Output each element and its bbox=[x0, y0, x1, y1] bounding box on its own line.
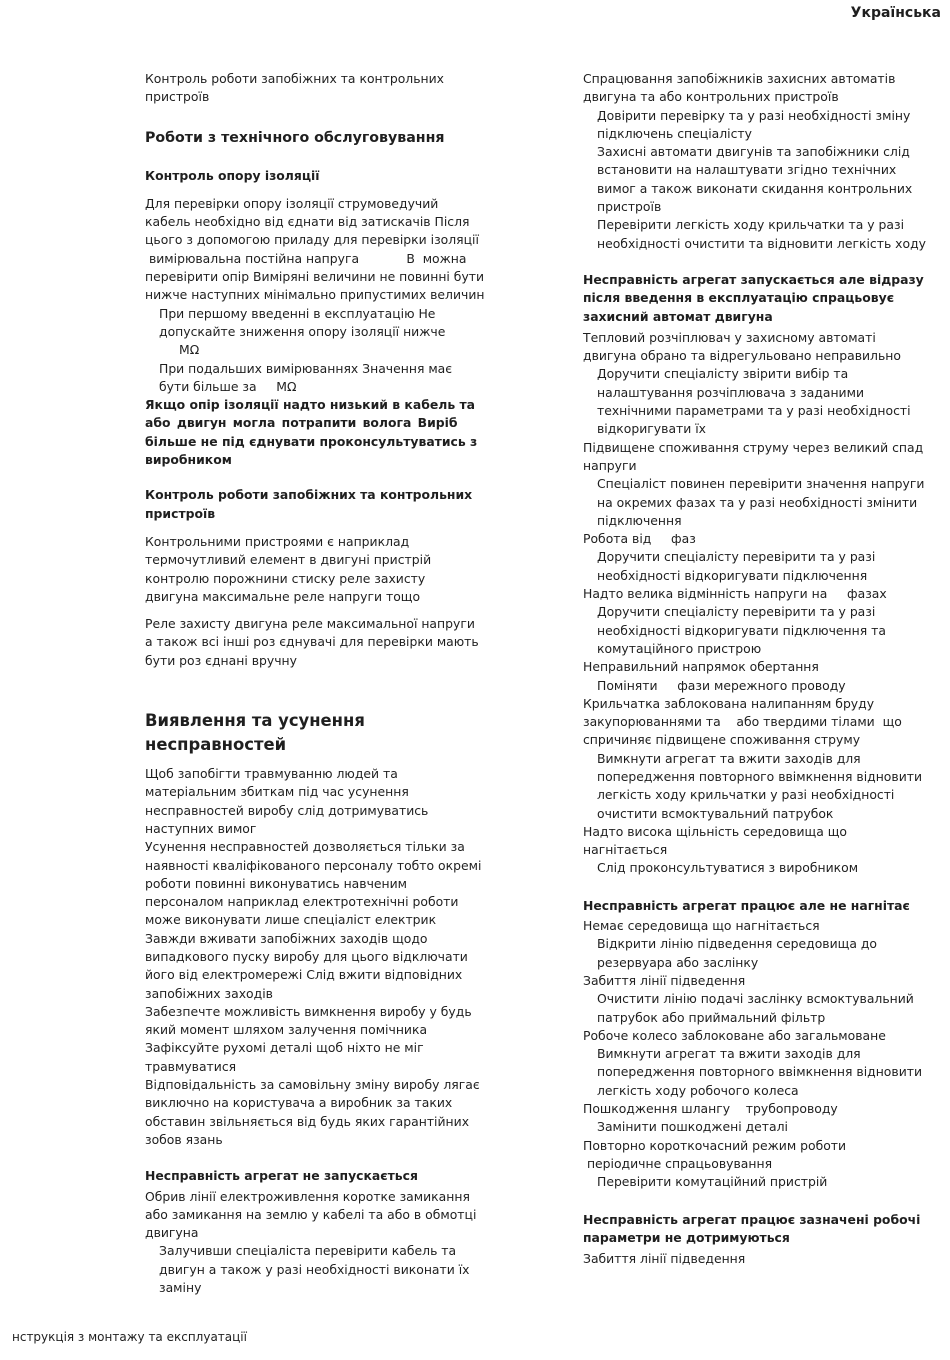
text-line: цього з допомогою приладу для перевірки ізоляції bbox=[145, 232, 479, 248]
text-line: двигуна та або контрольних пристроїв bbox=[583, 89, 839, 105]
fault-heading-parameters bbox=[583, 1211, 933, 1248]
text-line: термочутливий елемент в двигуні пристрій bbox=[145, 552, 432, 568]
remedy-line: заміну bbox=[159, 1280, 202, 1296]
remedy-line: Залучивши спеціаліста перевірити кабель та bbox=[159, 1243, 457, 1259]
intro-line: Контроль роботи запобіжних та контрольних bbox=[145, 71, 445, 86]
intro-line: пристроїв bbox=[145, 89, 210, 105]
remedy-line: технічними параметрами та у разі необхідності bbox=[597, 403, 911, 419]
language-label: Українська bbox=[850, 5, 941, 21]
text-line: Повторно короткочасний режим роботи bbox=[583, 1137, 847, 1153]
remedy-line: пристроїв bbox=[597, 199, 662, 215]
text-line: Зафіксуйте рухомі деталі щоб ніхто не міг bbox=[145, 1040, 424, 1056]
remedy-line: Очистити лінію подачі заслінку всмоктувальний bbox=[597, 991, 914, 1007]
text-line: двигуна обрано та відрегульовано неправильно bbox=[583, 348, 901, 364]
text-line: Для перевірки опору ізоляції струмоведучий bbox=[145, 195, 439, 211]
text-line: Робота від фаз bbox=[583, 531, 696, 547]
remedy-line: налаштування розчіплювача з заданими bbox=[597, 384, 865, 400]
remedy-line: Слід проконсультуватися з виробником bbox=[597, 860, 859, 876]
remedy-line: Спеціаліст повинен перевірити значення напруги bbox=[597, 476, 925, 492]
warning-line: більше не під єднувати проконсультуватись з bbox=[145, 433, 478, 449]
list-item-line: допускайте зниження опору ізоляції нижче bbox=[159, 323, 446, 339]
remedy-line: очистити всмоктувальний патрубок bbox=[597, 805, 834, 821]
text-line: періодичне спрацьовування bbox=[583, 1155, 773, 1171]
text-line: Забиття лінії підведення bbox=[583, 972, 746, 988]
subheading-line: пристроїв bbox=[145, 505, 216, 521]
warning-line: виробником bbox=[145, 452, 232, 468]
remedy-line: відкоригувати їх bbox=[597, 421, 707, 437]
text-line: матеріальним збиткам під час усунення bbox=[145, 784, 409, 800]
text-line: Забиття лінії підведення bbox=[583, 1251, 746, 1267]
subheading-line: параметри не дотримуються bbox=[583, 1229, 790, 1245]
text-line: Реле захисту двигуна реле максимальної напруги bbox=[145, 616, 475, 632]
list-item-line: При першому введенні в експлуатацію Не bbox=[159, 305, 436, 321]
safety-devices-paragraph bbox=[145, 533, 495, 606]
remedy-line: резервуара або заслінку bbox=[597, 954, 759, 970]
text-line: може виконувати лише спеціаліст електрик bbox=[145, 912, 437, 928]
text-line: нагнітається bbox=[583, 842, 668, 858]
text-line: його від електромережі Слід вжити відповідних bbox=[145, 967, 463, 983]
text-line: запобіжних заходів bbox=[145, 985, 273, 1001]
remedy-line: Перевірити легкість ходу крильчатки та у разі bbox=[597, 217, 905, 233]
text-line: контролю порожнини стиску реле захисту bbox=[145, 570, 426, 586]
subheading-line: після введення в експлуатацію спрацьовує bbox=[583, 290, 895, 306]
text-line: Тепловий розчіплювач у захисному автоматі bbox=[583, 329, 876, 345]
remedy-line: Захисні автомати двигунів та запобіжники слід bbox=[597, 144, 910, 160]
remedy-line: попередження повторного ввімкнення відновити bbox=[597, 768, 923, 784]
text-line: зобов язань bbox=[145, 1131, 223, 1147]
remedy-line: Відкрити лінію підведення середовища до bbox=[597, 936, 877, 952]
fault-heading-no-start: Несправність агрегат не запускається bbox=[145, 1168, 418, 1184]
text-line: Забезпечте можливість вимкнення виробу у будь bbox=[145, 1003, 472, 1019]
fault-no-pumping-body bbox=[583, 917, 933, 1191]
text-line: Усунення несправностей дозволяється тільки за bbox=[145, 839, 465, 855]
remedy-line: легкість ходу робочого колеса bbox=[597, 1082, 799, 1098]
subheading-line: Несправність агрегат працює зазначені робочі bbox=[583, 1211, 921, 1227]
text-line: Немає середовища що нагнітається bbox=[583, 918, 820, 934]
remedy-line: комутаційного пристрою bbox=[597, 640, 762, 656]
text-line: бути роз єднані вручну bbox=[145, 652, 297, 668]
remedy-line: Довірити перевірку та у разі необхідності зміну bbox=[597, 107, 911, 123]
text-line: Щоб запобігти травмуванню людей та bbox=[145, 766, 398, 782]
remedy-line: встановити на налаштувати згідно технічних bbox=[597, 162, 897, 178]
text-line: двигуна максимальне реле напруги тощо bbox=[145, 588, 421, 604]
text-line: а також всі інші роз єднувачі для перевірки мають bbox=[145, 634, 479, 650]
text-line: роботи повинні виконуватись навченим bbox=[145, 875, 408, 891]
text-line: наявності кваліфікованого персоналу тобто окремі bbox=[145, 857, 482, 873]
section-heading-troubleshooting: Виявлення та усунення несправностей bbox=[145, 711, 365, 755]
text-line: кабель необхідно від єднати від затискачів Після bbox=[145, 214, 470, 230]
text-line: Відповідальність за самовільну зміну виробу лягає bbox=[145, 1077, 480, 1093]
remedy-line: патрубок або приймальний фільтр bbox=[597, 1009, 826, 1025]
warning-line: або двигун могла потрапити волога Виріб bbox=[145, 415, 458, 431]
text-line: який момент шляхом залучення помічника bbox=[145, 1022, 428, 1038]
text-line: Підвищене споживання струму через великий спад bbox=[583, 439, 924, 455]
fault-heading-trips bbox=[583, 271, 933, 326]
remedy-line: підключень спеціалісту bbox=[597, 125, 752, 141]
subheading-insulation: Контроль опору ізоляції bbox=[145, 167, 320, 183]
fault-no-start-body bbox=[145, 1188, 495, 1298]
text-line: Надто велика відмінність напруги на фазах bbox=[583, 586, 887, 602]
list-item-line: МΩ bbox=[179, 342, 200, 358]
list-item-line: При подальших вимірюваннях Значення має bbox=[159, 360, 453, 376]
relay-paragraph bbox=[145, 615, 495, 670]
subheading-safety-devices bbox=[145, 486, 495, 523]
remedy-line: необхідності відкоригувати підключення та bbox=[597, 622, 886, 638]
fault-trips-body bbox=[583, 329, 933, 878]
warning-line: Якщо опір ізоляції надто низький в кабель та bbox=[145, 397, 476, 413]
text-line: Крильчатка заблокована налипанням бруду bbox=[583, 695, 875, 711]
subheading-line: захисний автомат двигуна bbox=[583, 308, 773, 324]
text-line: Надто висока щільність середовища що bbox=[583, 823, 848, 839]
remedy-line: вимог а також виконати скидання контрольних bbox=[597, 180, 913, 196]
subheading-line: Контроль роботи запобіжних та контрольних bbox=[145, 487, 473, 503]
text-line: напруги bbox=[583, 457, 637, 473]
remedy-line: підключення bbox=[597, 512, 682, 528]
remedy-line: Вимкнути агрегат та вжити заходів для bbox=[597, 1046, 861, 1062]
text-line: виключно на користувача а виробник за таких bbox=[145, 1095, 453, 1111]
subheading-line: Несправність агрегат запускається але відразу bbox=[583, 271, 924, 287]
remedy-line: Доручити спеціалісту перевірити та у разі bbox=[597, 604, 876, 620]
text-line: Спрацювання запобіжників захисних автоматів bbox=[583, 71, 896, 86]
troubleshooting-intro bbox=[145, 765, 495, 1149]
remedy-line: легкість ходу крильчатки у разі необхідності bbox=[597, 787, 895, 803]
remedy-line: попередження повторного ввімкнення відновити bbox=[597, 1064, 923, 1080]
text-line: Пошкодження шлангу трубопроводу bbox=[583, 1101, 838, 1117]
footer-text: нструкція з монтажу та експлуатації bbox=[12, 1330, 247, 1344]
text-line: наступних вимог bbox=[145, 820, 257, 836]
remedy-line: необхідності відкоригувати підключення bbox=[597, 567, 868, 583]
text-line: вимірювальна постійна напруга В можна bbox=[145, 250, 467, 266]
remedy-line: Перевірити комутаційний пристрій bbox=[597, 1174, 828, 1190]
fault-heading-no-pumping: Несправність агрегат працює але не нагнітає bbox=[583, 897, 910, 913]
text-line: травмуватися bbox=[145, 1058, 237, 1074]
remedy-line: на окремих фазах та у разі необхідності змінити bbox=[597, 494, 918, 510]
remedy-line: Доручити спеціалісту перевірити та у разі bbox=[597, 549, 876, 565]
text-line: Неправильний напрямок обертання bbox=[583, 659, 819, 675]
text-line: несправностей виробу слід дотримуватись bbox=[145, 802, 429, 818]
text-line: Контрольними пристроями є наприклад bbox=[145, 533, 410, 549]
section-heading-maintenance: Роботи з технічного обслуговування bbox=[145, 129, 445, 146]
text-line: або замикання на землю у кабелі та або в обмотці bbox=[145, 1206, 477, 1222]
left-column bbox=[145, 70, 495, 1297]
list-item-line: бути більше за МΩ bbox=[159, 378, 297, 394]
remedy-line: Замінити пошкоджені деталі bbox=[597, 1119, 788, 1135]
text-line: закупорюваннями та або твердими тілами що bbox=[583, 714, 902, 730]
text-line: Обрив лінії електроживлення коротке замикання bbox=[145, 1188, 470, 1204]
text-line: Завжди вживати запобіжних заходів щодо bbox=[145, 930, 428, 946]
text-line: нижче наступних мінімально припустимих величин bbox=[145, 287, 485, 303]
text-line: двигуна bbox=[145, 1225, 199, 1241]
remedy-line: необхідності очистити та відновити легкість ходу bbox=[597, 235, 926, 251]
remedy-line: Вимкнути агрегат та вжити заходів для bbox=[597, 750, 861, 766]
remedy-line: Поміняти фази мережного проводу bbox=[597, 677, 846, 693]
text-line: випадкового пуску виробу для цього відключати bbox=[145, 948, 468, 964]
text-line: Робоче колесо заблоковане або загальмоване bbox=[583, 1027, 886, 1043]
remedy-line: Доручити спеціалісту звірити вибір та bbox=[597, 366, 849, 382]
right-column bbox=[583, 70, 933, 1268]
text-line: перевірити опір Виміряні величини не повинні бути bbox=[145, 269, 485, 285]
insulation-paragraph bbox=[145, 195, 495, 469]
text-line: обставин звільняється від будь яких гарантійних bbox=[145, 1113, 470, 1129]
remedy-line: двигун а також у разі необхідності виконати їх bbox=[159, 1261, 470, 1277]
text-line: спричиняє підвищене споживання струму bbox=[583, 732, 861, 748]
text-line: персоналом наприклад електротехнічні роботи bbox=[145, 894, 459, 910]
